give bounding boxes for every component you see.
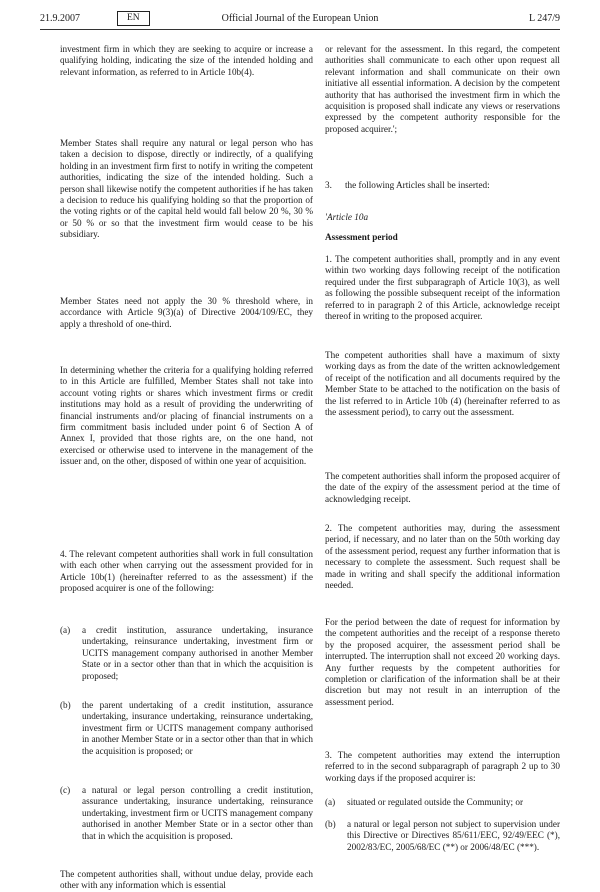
section-heading: Assessment period — [325, 232, 398, 242]
language-badge: EN — [117, 11, 150, 26]
paragraph: investment firm in which they are seeking to acquire or increase a qualifying holding, indicating the size of the intended holding and relevant information, as referred to in Article 10b(4). — [60, 44, 313, 77]
list-label: (a) — [60, 625, 71, 635]
list-text: a natural or legal person not subject to supervision under this Directive or Directives 85/611/EEC, 92/49/EEC (*), 2002/83/EC, 2005/68/EC (**) or 2006/48/EC (***). — [347, 819, 560, 852]
paragraph: 1. The competent authorities shall, promptly and in any event within two working days following receipt of the notification required under the first subparagraph of Article 10(3), as well as following the possible subsequent receipt of the information referred to in paragraph 2 of this Article, acknowledge receipt thereof in writing to the proposed acquirer. — [325, 254, 560, 322]
article-title: 'Article 10a — [325, 212, 369, 222]
list-label: (b) — [325, 819, 336, 829]
paragraph: 3. The competent authorities may extend the interruption referred to in the second subparagraph of paragraph 2 up to 30 working days if the proposed acquirer is: — [325, 750, 560, 783]
list-text: the parent undertaking of a credit institution, assurance undertaking, insurance undertaking, reinsurance undertaking, investment firm or UCITS management company authorised in another Member State or in a sector other than that in which the acquisition is proposed; or — [82, 700, 313, 756]
paragraph: For the period between the date of request for information by the competent authorities and the receipt of a response thereto by the proposed acquirer, the assessment period shall be interrupted. The interruption shall not exceed 20 working days. Any further requests by the competent authorities for completion or clarification of the information shall be at their discretion but may not result in an interruption of the assessment period. — [325, 617, 560, 707]
list-label: (c) — [60, 785, 71, 795]
paragraph: or relevant for the assessment. In this regard, the competent authorities shall communicate to each other upon request all relevant information and shall communicate on their own initiative all essential information. A decision by the competent authority that has authorised the investment firm in which the acquisition is proposed shall indicate any views or reservations expressed by the competent authority responsible for the proposed acquirer.'; — [325, 44, 560, 134]
list-text: a credit institution, assurance undertaking, insurance undertaking, reinsurance undertaking, investment firm or UCITS management company authorised in another Member State or in a sector other than that in which the acquisition is proposed; — [82, 625, 313, 681]
paragraph: The competent authorities shall have a maximum of sixty working days as from the date of the written acknowledgement of receipt of the notification and all documents required by the Member State to be attached to the notification on the basis of the list referred to in Article 10b (4) (hereinafter referred to as the assessment period), to carry out the assessment. — [325, 350, 560, 418]
list-text: the following Articles shall be inserted: — [345, 180, 490, 190]
journal-header — [40, 10, 560, 28]
list-label: 3. — [325, 180, 332, 190]
publication-date: 21.9.2007 — [40, 13, 80, 24]
list-label: (b) — [60, 700, 71, 710]
paragraph: Member States shall require any natural or legal person who has taken a decision to dispose, directly or indirectly, of a qualifying holding in an investment firm first to notify in writing the competent authorities, indicating the size of the intended holding. Such a person shall likewise notify the competent authorities if he has taken a decision to reduce his qualifying holding so that the proportion of the voting rights or of the capital held would fall below 20 %, 30 % or 50 % or so that the investment firm would cease to be his subsidiary. — [60, 138, 313, 240]
header-rule — [40, 29, 560, 30]
paragraph: Member States need not apply the 30 % threshold where, in accordance with Article 9(3)(a) of Directive 2004/109/EC, they apply a threshold of one-third. — [60, 296, 313, 329]
paragraph: The competent authorities shall, without undue delay, provide each other with any information which is essential — [60, 869, 313, 891]
list-text: situated or regulated outside the Community; or — [347, 797, 524, 807]
paragraph: In determining whether the criteria for a qualifying holding referred to in this Article are fulfilled, Member States shall not take into account voting rights or shares which investment firms or credit institutions may hold as a result of providing the underwriting of financial instruments and/or placing of financial instruments on a firm commitment basis included under point 6 of Section A of Annex I, provided that those rights are, on the one hand, not exercised or otherwise used to intervene in the management of the issuer and, on the other, disposed of within one year of acquisition. — [60, 365, 313, 467]
journal-title: Official Journal of the European Union — [221, 13, 379, 24]
list-label: (a) — [325, 797, 336, 807]
paragraph: 4. The relevant competent authorities shall work in full consultation with each other when carrying out the assessment provided for in Article 10b(1) (hereinafter referred to as the assessment) if the proposed acquirer is one of the following: — [60, 549, 313, 594]
paragraph: The competent authorities shall inform the proposed acquirer of the date of the expiry of the assessment period at the time of acknowledging receipt. — [325, 471, 560, 504]
page-reference: L 247/9 — [528, 13, 560, 24]
list-text: a natural or legal person controlling a credit institution, assurance undertaking, insurance undertaking, reinsurance undertaking, investment firm or UCITS management company authorised in another Member State or in a sector other than that in which the acquisition is proposed. — [82, 785, 313, 841]
paragraph: 2. The competent authorities may, during the assessment period, if necessary, and no later than on the 50th working day of the assessment period, request any further information that is necessary to complete the assessment. Such request shall be made in writing and shall specify the additional information needed. — [325, 523, 560, 591]
